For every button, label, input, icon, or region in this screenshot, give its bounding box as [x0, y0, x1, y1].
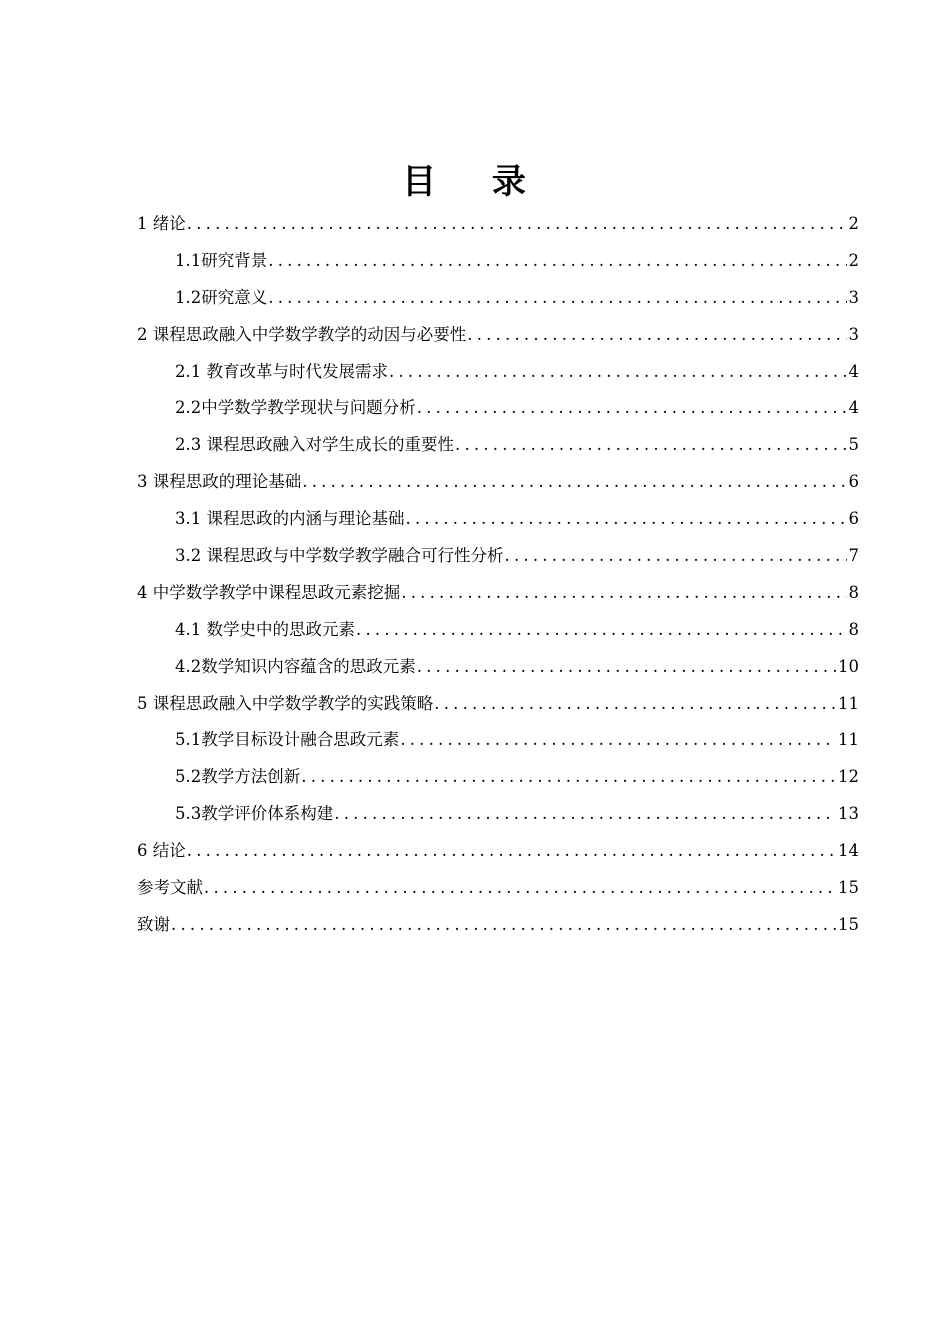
toc-entry-page-number: 10 — [838, 656, 859, 676]
toc-entry-text: 1.1研究背景 — [175, 250, 268, 270]
toc-entry[interactable] — [137, 538, 859, 575]
toc-entry-text: 3.1 课程思政的内涵与理论基础 — [175, 509, 405, 529]
toc-dot-leader — [417, 649, 836, 686]
toc-entry-text: 4 中学数学教学中课程思政元素挖掘 — [137, 582, 401, 602]
toc-entry-text: 3.2 课程思政与中学数学教学融合可行性分析 — [175, 546, 504, 566]
toc-entry-text: 3 课程思政的理论基础 — [137, 472, 302, 492]
toc-list — [137, 206, 859, 944]
toc-dot-leader — [455, 427, 847, 464]
toc-entry-page-number: 3 — [848, 287, 859, 307]
toc-entry-text: 4.1 数学史中的思政元素 — [175, 619, 355, 639]
toc-dot-leader — [334, 796, 836, 833]
toc-dot-leader — [467, 317, 846, 354]
toc-entry[interactable] — [137, 464, 859, 501]
toc-entry[interactable] — [137, 206, 859, 243]
toc-entry-text: 2.2中学数学教学现状与问题分析 — [175, 398, 416, 418]
toc-dot-leader — [301, 759, 836, 796]
toc-entry-page-number: 11 — [838, 693, 859, 713]
toc-entry-text: 5.2教学方法创新 — [175, 767, 301, 787]
toc-entry[interactable] — [137, 427, 859, 464]
toc-entry[interactable] — [137, 243, 859, 280]
toc-dot-leader — [171, 907, 836, 944]
toc-entry-page-number: 12 — [838, 767, 859, 787]
toc-entry-text: 6 结论 — [137, 841, 186, 861]
toc-entry[interactable] — [137, 612, 859, 649]
toc-entry-text: 2.3 课程思政融入对学生成长的重要性 — [175, 435, 454, 455]
toc-entry[interactable] — [137, 317, 859, 354]
toc-entry[interactable] — [137, 759, 859, 796]
toc-dot-leader — [389, 354, 847, 391]
toc-entry-page-number: 14 — [838, 841, 859, 861]
toc-entry[interactable] — [137, 575, 859, 612]
toc-dot-leader — [406, 501, 847, 538]
toc-dot-leader — [356, 612, 847, 649]
toc-entry-page-number: 8 — [848, 582, 859, 602]
toc-dot-leader — [417, 390, 847, 427]
toc-dot-leader — [434, 686, 836, 723]
toc-entry-page-number: 15 — [838, 914, 859, 934]
toc-entry-text: 参考文献 — [137, 878, 203, 898]
toc-dot-leader — [302, 464, 846, 501]
toc-dot-leader — [400, 722, 836, 759]
toc-entry-text: 1 绪论 — [137, 214, 186, 233]
toc-entry[interactable] — [137, 833, 859, 870]
toc-entry-page-number: 6 — [848, 472, 859, 492]
toc-entry-page-number: 4 — [848, 398, 859, 418]
toc-dot-leader — [187, 206, 847, 243]
toc-entry-page-number: 2 — [848, 250, 859, 270]
toc-entry[interactable] — [137, 501, 859, 538]
toc-entry[interactable] — [137, 280, 859, 317]
toc-dot-leader — [187, 833, 836, 870]
toc-entry-page-number: 2 — [848, 214, 859, 233]
toc-entry-page-number: 8 — [848, 619, 859, 639]
toc-entry-page-number: 11 — [838, 730, 859, 750]
toc-entry-page-number: 15 — [838, 878, 859, 898]
toc-title: 目 录 — [402, 162, 548, 202]
toc-entry[interactable] — [137, 354, 859, 391]
toc-entry[interactable] — [137, 907, 859, 944]
toc-dot-leader — [268, 280, 846, 317]
toc-entry-text: 致谢 — [137, 914, 170, 934]
toc-entry-page-number: 4 — [848, 361, 859, 381]
toc-entry[interactable] — [137, 686, 859, 723]
toc-entry-text: 2 课程思政融入中学数学教学的动因与必要性 — [137, 324, 467, 344]
toc-entry-text: 4.2数学知识内容蕴含的思政元素 — [175, 656, 416, 676]
toc-dot-leader — [401, 575, 846, 612]
toc-entry-page-number: 7 — [848, 546, 859, 566]
toc-entry[interactable] — [137, 649, 859, 686]
toc-entry-text: 1.2研究意义 — [175, 287, 268, 307]
toc-entry[interactable] — [137, 796, 859, 833]
toc-entry[interactable] — [137, 390, 859, 427]
toc-entry[interactable] — [137, 722, 859, 759]
toc-dot-leader — [268, 243, 846, 280]
toc-entry-text: 2.1 教育改革与时代发展需求 — [175, 361, 388, 381]
toc-entry-page-number: 5 — [848, 435, 859, 455]
toc-entry-page-number: 3 — [848, 324, 859, 344]
toc-entry-text: 5.3教学评价体系构建 — [175, 804, 334, 824]
toc-entry-page-number: 6 — [848, 509, 859, 529]
toc-entry-page-number: 13 — [838, 804, 859, 824]
toc-entry-text: 5.1教学目标设计融合思政元素 — [175, 730, 400, 750]
toc-dot-leader — [505, 538, 847, 575]
toc-dot-leader — [204, 870, 836, 907]
toc-entry[interactable] — [137, 870, 859, 907]
toc-entry-text: 5 课程思政融入中学数学教学的实践策略 — [137, 693, 434, 713]
